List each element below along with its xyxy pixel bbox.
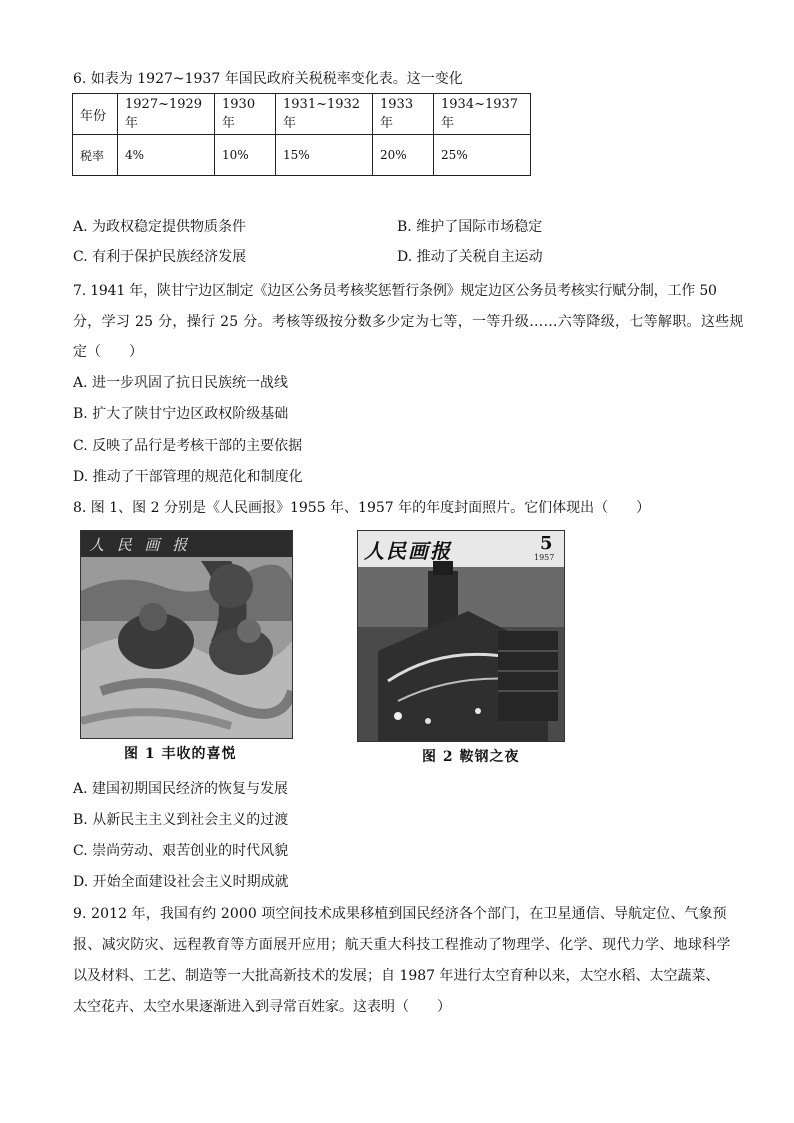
harvest-scene-graphic <box>81 531 292 738</box>
q8-option-b: B. 从新民主主义到社会主义的过渡 <box>73 812 289 828</box>
table-data-row <box>73 135 531 176</box>
q7-stem-line3: 定（ ） <box>73 344 143 360</box>
table-cell: 年份 <box>73 94 118 135</box>
figure2-steel-mill-photo <box>357 530 565 742</box>
table-cell: 税率 <box>73 135 118 176</box>
figure1-masthead: 人 民 画 报 <box>89 536 192 554</box>
q7-option-c: C. 反映了品行是考核干部的主要依据 <box>73 438 303 454</box>
table-cell: 1933 年 <box>373 94 434 135</box>
q7-option-a: A. 进一步巩固了抗日民族统一战线 <box>73 375 289 391</box>
figure2-year: 1957 <box>534 553 555 562</box>
q6-option-a: A. 为政权稳定提供物质条件 <box>73 219 247 235</box>
table-cell: 15% <box>276 135 373 176</box>
table-header-row <box>73 94 531 135</box>
q6-option-b: B. 维护了国际市场稳定 <box>397 219 543 235</box>
q9-stem-line4: 太空花卉、太空水果逐渐进入到寻常百姓家。这表明（ ） <box>73 999 451 1015</box>
q9-stem-line3: 以及材料、工艺、制造等一大批高新技术的发展；自 1987 年进行太空育种以来，太空水稻、太空蔬菜、 <box>73 968 720 984</box>
q8-option-c: C. 崇尚劳动、艰苦创业的时代风貌 <box>73 843 289 859</box>
q9-stem-line1: 9. 2012 年，我国有约 2000 项空间技术成果移植到国民经济各个部门，在卫星通信、导航定位、气象预 <box>73 906 727 922</box>
table-cell: 10% <box>215 135 276 176</box>
table-cell: 20% <box>373 135 434 176</box>
q7-stem-line2: 分，学习 25 分，操行 25 分。考核等级按分数多少定为七等，一等升级……六等降级，七等解职。这些规 <box>73 314 744 330</box>
figure1-caption: 图 1 丰收的喜悦 <box>124 746 237 762</box>
q7-option-b: B. 扩大了陕甘宁边区政权阶级基础 <box>73 406 289 422</box>
q8-option-d: D. 开始全面建设社会主义时期成就 <box>73 874 289 890</box>
q7-option-d: D. 推动了干部管理的规范化和制度化 <box>73 469 303 485</box>
figure2-caption: 图 2 鞍钢之夜 <box>422 749 520 765</box>
q6-stem: 6. 如表为 1927~1937 年国民政府关税税率变化表。这一变化 <box>73 71 463 87</box>
table-cell: 4% <box>118 135 215 176</box>
q8-stem: 8. 图 1、图 2 分别是《人民画报》1955 年、1957 年的年度封面照片。它们体现出（ ） <box>73 500 651 516</box>
q6-option-c: C. 有利于保护民族经济发展 <box>73 249 247 265</box>
q6-option-d: D. 推动了关税自主运动 <box>397 249 543 265</box>
q9-stem-line2: 报、减灾防灾、远程教育等方面展开应用；航天重大科技工程推动了物理学、化学、现代力学、地球科学 <box>73 937 731 953</box>
figure1-harvest-photo <box>80 530 293 739</box>
table-cell: 1927~1929 年 <box>118 94 215 135</box>
table-cell: 1930 年 <box>215 94 276 135</box>
table-cell: 25% <box>434 135 531 176</box>
figure2-issue-number: 5 <box>540 533 553 554</box>
figure2-masthead: 人民画报 <box>364 539 452 563</box>
tariff-rate-table <box>72 93 531 176</box>
q7-stem-line1: 7. 1941 年，陕甘宁边区制定《边区公务员考核奖惩暂行条例》规定边区公务员考核实行赋分制，工作 50 <box>73 283 717 299</box>
table-cell: 1931~1932 年 <box>276 94 373 135</box>
table-cell: 1934~1937 年 <box>434 94 531 135</box>
q8-option-a: A. 建国初期国民经济的恢复与发展 <box>73 781 289 797</box>
